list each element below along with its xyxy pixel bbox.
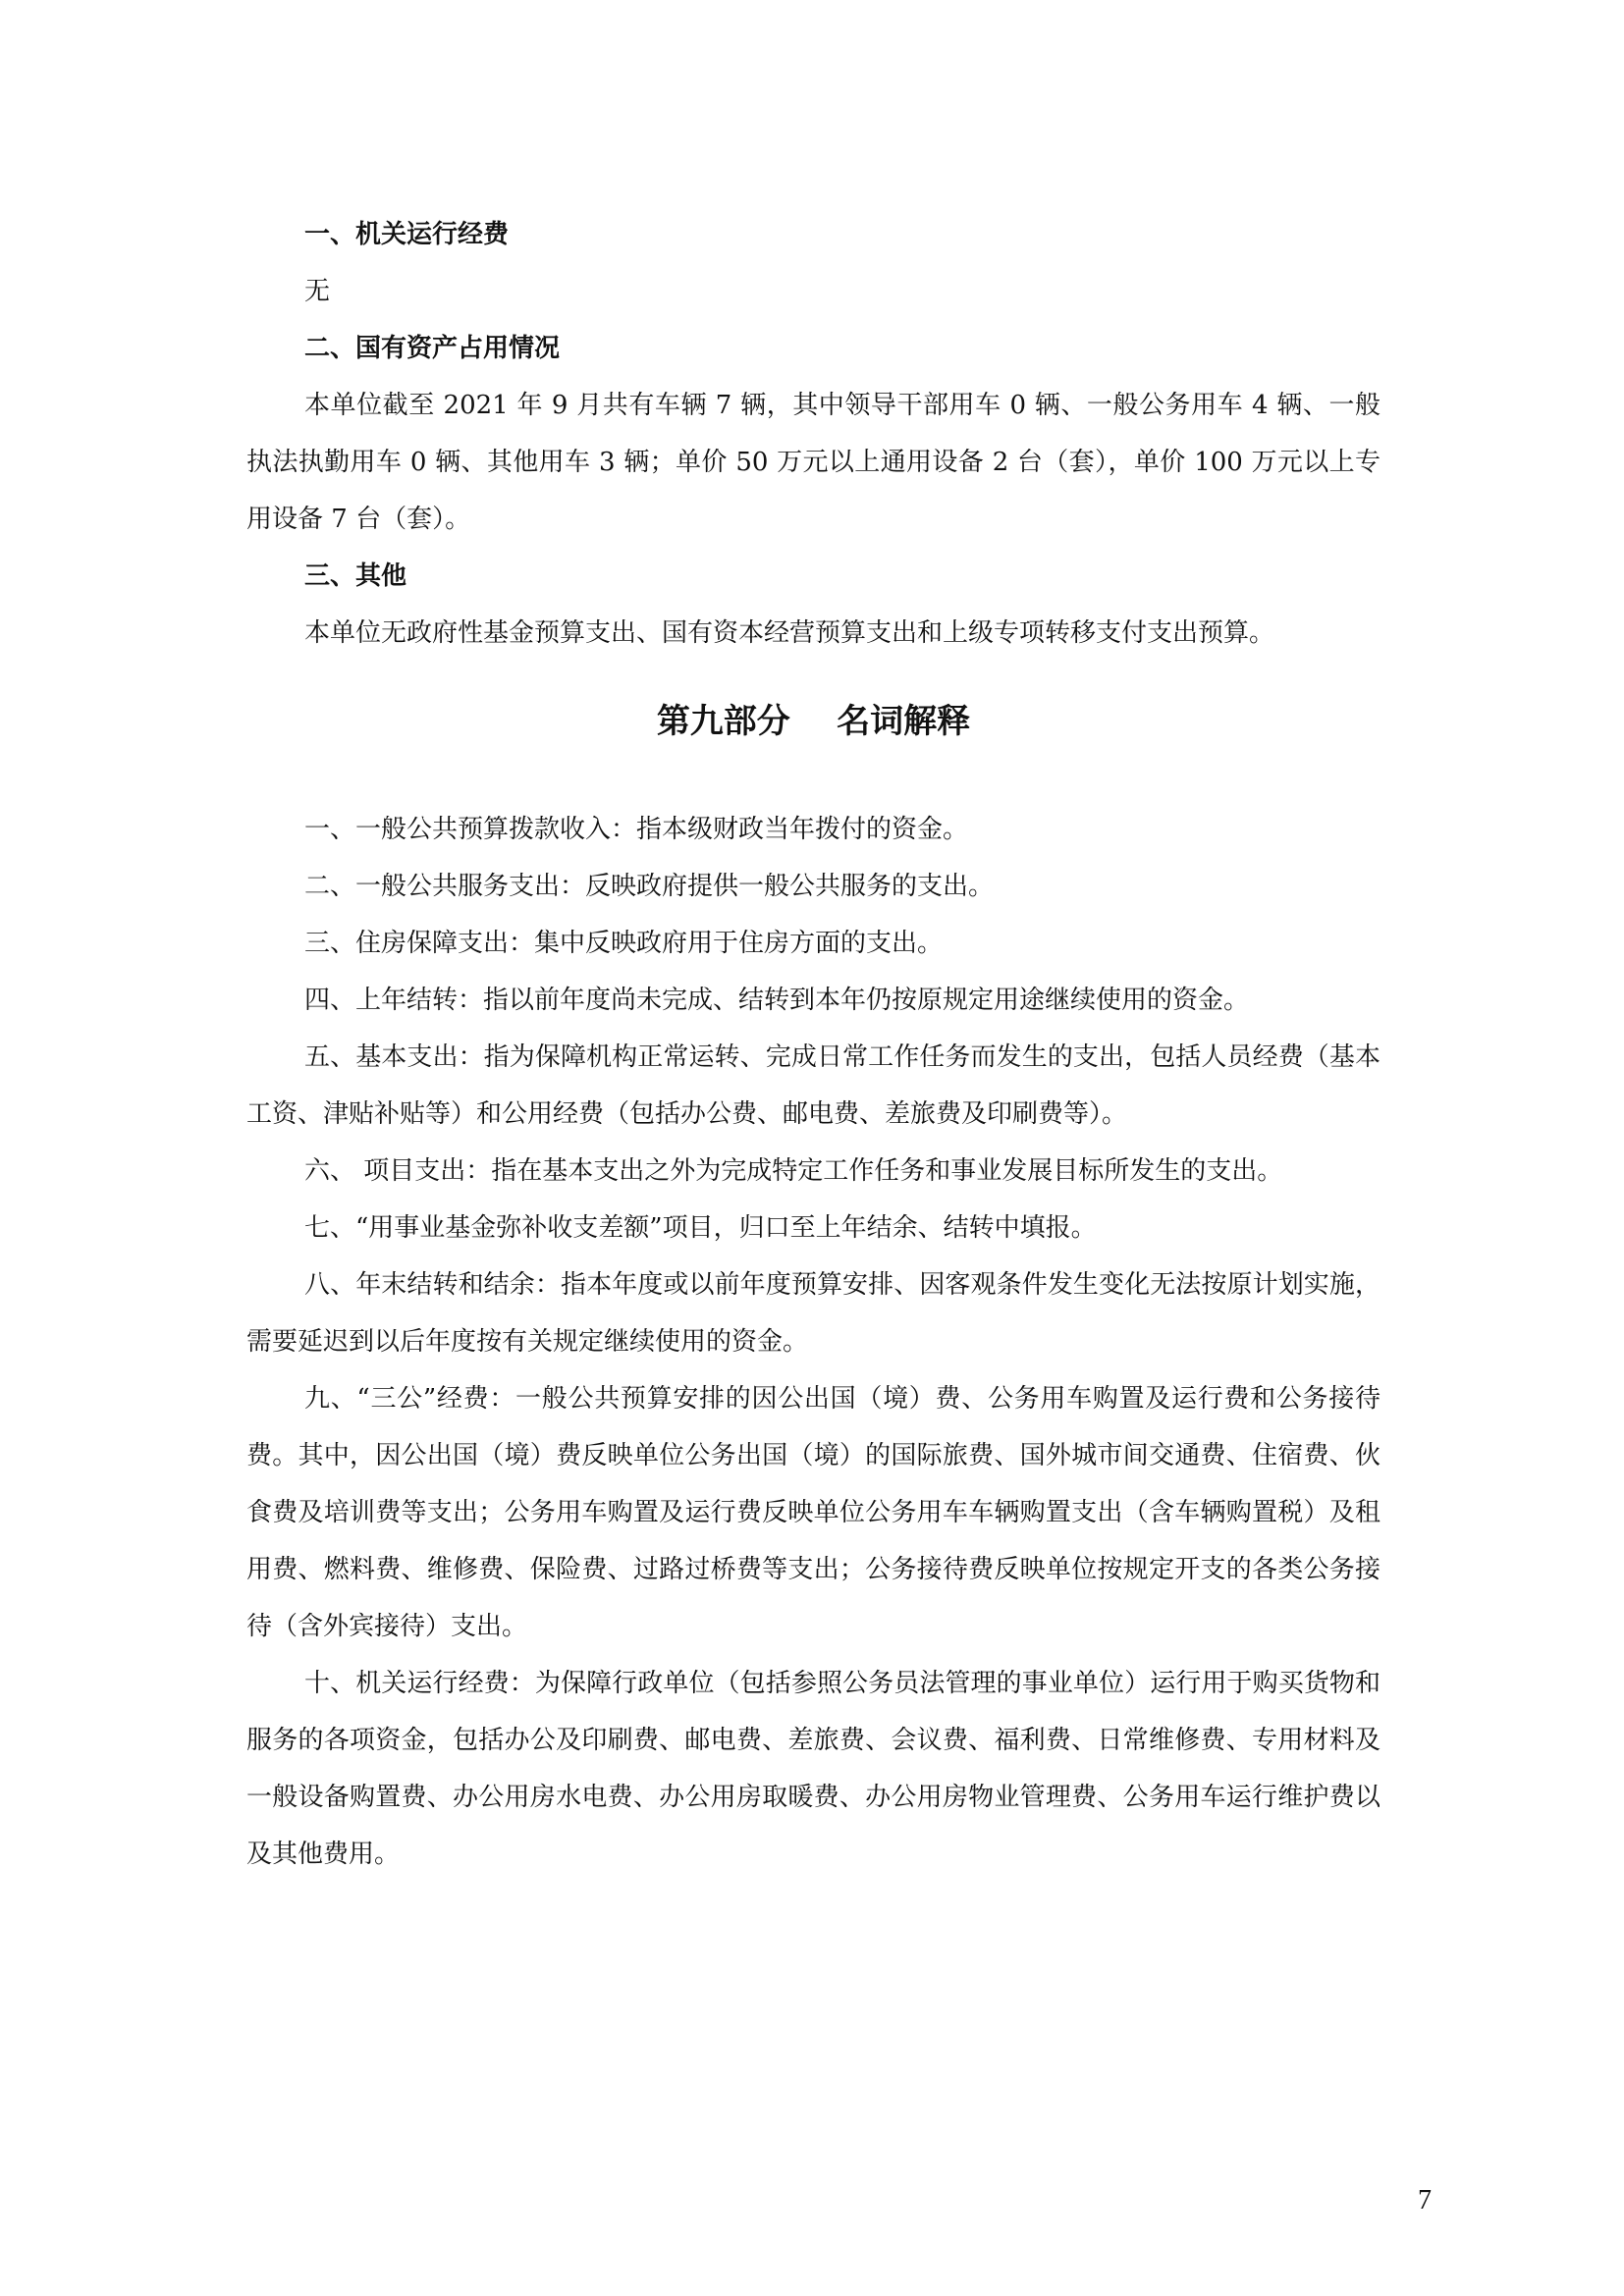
glossary-item: 十、机关运行经费：为保障行政单位（包括参照公务员法管理的事业单位）运行用于购买货物和服务的各项资金，包括办公及印刷费、邮电费、差旅费、会议费、福利费、日常维修费、专用材料及一般设备购置费、办公用房水电费、办公用房取暖费、办公用房物业管理费、公务用车运行维护费以及其他费用。: [246, 1669, 1380, 1869]
heading-other: 三、其他: [304, 561, 407, 591]
operating-expenses-text: 无: [304, 277, 331, 306]
glossary-item: 四、上年结转：指以前年度尚未完成、结转到本年仍按原规定用途继续使用的资金。: [304, 986, 1250, 1015]
glossary-item: 三、住房保障支出：集中反映政府用于住房方面的支出。: [304, 929, 944, 958]
document-page: [246, 206, 1380, 1883]
glossary-item: 八、年末结转和结余：指本年度或以前年度预算安排、因客观条件发生变化无法按原计划实施，需要延迟到以后年度按有关规定继续使用的资金。: [246, 1270, 1380, 1357]
glossary-item: 五、基本支出：指为保障机构正常运转、完成日常工作任务而发生的支出，包括人员经费（基本工资、津贴补贴等）和公用经费（包括办公费、邮电费、差旅费及印刷费等）。: [246, 1042, 1380, 1129]
glossary-item: 七、“用事业基金弥补收支差额”项目，归口至上年结余、结转中填报。: [304, 1213, 1097, 1243]
glossary-item: 一、一般公共预算拨款收入：指本级财政当年拨付的资金。: [304, 815, 969, 844]
page-number: 7: [1418, 2185, 1432, 2216]
state-assets-text: 本单位截至 2021 年 9 月共有车辆 7 辆，其中领导干部用车 0 辆、一般公务用车 4 辆、一般执法执勤用车 0 辆、其他用车 3 辆；单价 50 万元以上通用设备 2 台（套），单价 100 万元以上专用设备 7 台（套）。: [246, 391, 1380, 534]
heading-operating-expenses: 一、机关运行经费: [304, 220, 510, 249]
glossary-item: 九、“三公”经费：一般公共预算安排的因公出国（境）费、公务用车购置及运行费和公务接待费。其中，因公出国（境）费反映单位公务出国（境）的国际旅费、国外城市间交通费、住宿费、伙食费及培训费等支出；公务用车购置及运行费反映单位公务用车车辆购置支出（含车辆购置税）及租用费、燃料费、维修费、保险费、过路过桥费等支出；公务接待费反映单位按规定开支的各类公务接待（含外宾接待）支出。: [246, 1384, 1380, 1641]
other-text: 本单位无政府性基金预算支出、国有资本经营预算支出和上级专项转移支付支出预算。: [304, 618, 1275, 648]
heading-state-assets: 二、国有资产占用情况: [304, 334, 561, 363]
section-title-glossary: 第九部分 名词解释: [656, 702, 971, 741]
glossary-item: 六、 项目支出：指在基本支出之外为完成特定工作任务和事业发展目标所发生的支出。: [304, 1156, 1283, 1186]
glossary-item: 二、一般公共服务支出：反映政府提供一般公共服务的支出。: [304, 872, 995, 901]
